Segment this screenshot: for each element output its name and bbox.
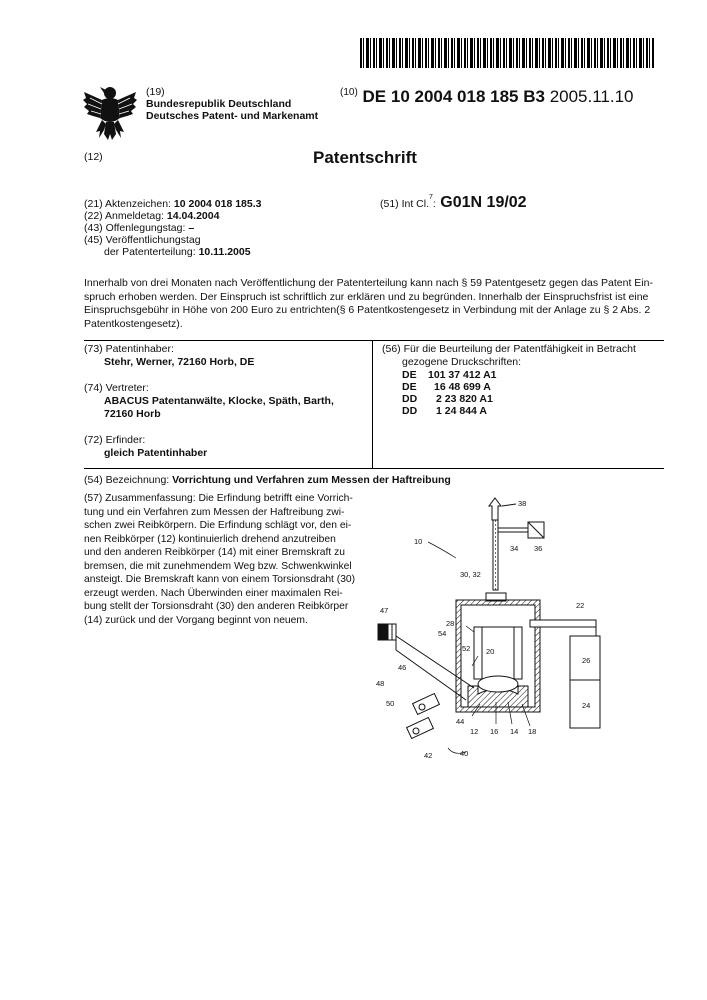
label-12: 12: [470, 727, 479, 736]
publication-date: 2005.11.10: [549, 87, 634, 106]
anmeldetag-label: (22) Anmeldetag:: [84, 210, 164, 222]
detector-50: [413, 693, 440, 714]
label-18: 18: [528, 727, 537, 736]
notice-line: Patentkostengesetz).: [84, 317, 183, 330]
label-50: 50: [386, 699, 395, 708]
barcode: [360, 38, 654, 68]
label-54: 54: [438, 629, 447, 638]
veroeffentlichungstag-label-2: der Patenterteilung:: [104, 246, 196, 258]
notice-line: spruch erhoben werden. Der Einspruch ist schriftlich zur erklären und zu begründen. Innerhalb der Einspruchsfrist ist eine: [84, 290, 649, 303]
notice-line: Einspruchsgebühr in Höhe von 200 Euro zu entrichten(§ 6 Patentkostengesetz in Verbindung mit der Anlage zu § 2 Abs. 2: [84, 304, 651, 316]
citation-item: DD 2 23 820 A1: [402, 393, 493, 405]
abstract-line: tung und ein Verfahren zum Messen der Haftreibung zwi-: [84, 506, 345, 518]
designation-label: (54) Bezeichnung:: [84, 474, 170, 486]
vertreter-line1: ABACUS Patentanwälte, Klocke, Späth, Barth,: [104, 395, 334, 407]
label-16: 16: [490, 727, 499, 736]
inid-10: (10): [340, 87, 358, 98]
beam: [530, 620, 596, 627]
offenlegungstag-label: (43) Offenlegungstag:: [84, 222, 186, 234]
int-cl-label: (51) Int Cl.: [380, 198, 430, 210]
rule-top: [84, 340, 664, 341]
label-34: 34: [510, 544, 519, 553]
emitter-47: [378, 624, 388, 640]
citations-label: (56) Für die Beurteilung der Patentfähigkeit in Betracht: [382, 343, 636, 355]
label-24: 24: [582, 701, 591, 710]
label-22: 22: [576, 601, 585, 610]
abstract-line: nen Reibkörper (12) kontinuierlich drehend anzutreiben: [84, 533, 336, 545]
abstract-line: und den anderen Reibkörper (14) mit einer Bremskraft zu: [84, 547, 345, 558]
abstract-line: (57) Zusammenfassung: Die Erfindung betrifft eine Vorrich-: [84, 493, 353, 504]
rule-middle: [372, 340, 373, 468]
vertreter-label: (74) Vertreter:: [84, 382, 149, 394]
vertreter-line2: 72160 Horb: [104, 408, 161, 420]
opposition-notice: [84, 277, 664, 331]
reibkoerper-20: [474, 627, 522, 679]
designation: [84, 474, 451, 487]
document-type: Patentschrift: [313, 148, 417, 167]
erfinder-label: (72) Erfinder:: [84, 434, 146, 446]
citations-label-2: gezogene Druckschriften:: [402, 356, 522, 368]
federal-eagle-logo: [82, 84, 138, 144]
abstract-line: ansteigt. Die Bremskraft kann von einem Torsionsdraht (30): [84, 574, 356, 585]
technical-drawing: [370, 490, 640, 770]
abstract-line: (14) zurück und der Vorgang beginnt von neuem.: [84, 614, 308, 626]
abstract-line: bung stellt der Torsionsdraht (30) den anderen Reibkörper: [84, 601, 349, 612]
rule-bottom: [84, 468, 664, 469]
citation-item: DD 1 24 844 A: [402, 405, 487, 417]
int-cl-value: G01N 19/02: [440, 194, 527, 211]
label-38: 38: [518, 499, 527, 508]
int-cl: (51) Int Cl.$^7$: G01N 19/02: [380, 194, 527, 211]
erfinder-value: gleich Patentinhaber: [104, 447, 208, 459]
anmeldetag: [84, 210, 219, 223]
abstract-line: erzeugt werden. Nach Überwinden einer maximalen Rei-: [84, 587, 343, 599]
abstract-line: bremsen, die mit zunehmendem Weg bzw. Schwenkwinkel: [84, 560, 352, 572]
inhaber-value: Stehr, Werner, 72160 Horb, DE: [104, 356, 255, 368]
label-14: 14: [510, 727, 519, 736]
label-20: 20: [486, 647, 495, 656]
country-name: Bundesrepublik Deutschland: [146, 98, 292, 110]
label-44: 44: [456, 717, 465, 726]
detector-42: [407, 717, 434, 738]
veroeffentlichungstag: [104, 246, 251, 259]
veroeffentlichungstag-value: 10.11.2005: [198, 246, 251, 258]
label-47: 47: [380, 606, 389, 615]
label-40: 40: [460, 749, 469, 758]
inhaber-label: (73) Patentinhaber:: [84, 343, 174, 355]
up-arrow-icon: [489, 498, 501, 520]
designation-value: Vorrichtung und Verfahren zum Messen der Haftreibung: [172, 474, 451, 486]
anmeldetag-value: 14.04.2004: [166, 210, 220, 222]
label-52: 52: [462, 644, 471, 653]
office-name: Deutsches Patent- und Markenamt: [146, 110, 319, 122]
label-42: 42: [424, 751, 433, 760]
citation-item: DE 101 37 412 A1: [402, 369, 497, 381]
label-10: 10: [414, 537, 423, 546]
citation-item: DE 16 48 699 A: [402, 381, 491, 393]
offenlegungstag: [84, 222, 194, 235]
aktenzeichen-label: (21) Aktenzeichen:: [84, 198, 171, 210]
notice-line: Innerhalb von drei Monaten nach Veröffentlichung der Patenterteilung kann nach § 59 Patentgesetz gegen das Patent Ein-: [84, 277, 653, 289]
publication-header: [340, 87, 634, 107]
aktenzeichen: [84, 198, 261, 211]
label-28: 28: [446, 619, 455, 628]
inid-19: (19): [146, 86, 165, 98]
publication-number: DE 10 2004 018 185 B3: [362, 87, 545, 106]
int-cl-sup: 7: [429, 194, 433, 201]
label-48: 48: [376, 679, 385, 688]
veroeffentlichungstag-label: (45) Veröffentlichungstag: [84, 234, 201, 246]
abstract: [84, 492, 369, 627]
offenlegungstag-value: –: [188, 222, 195, 234]
aktenzeichen-value: 10 2004 018 185.3: [173, 198, 262, 210]
citation-list: [402, 369, 497, 417]
inid-12: (12): [84, 151, 103, 163]
label-26: 26: [582, 656, 591, 665]
label-36: 36: [534, 544, 543, 553]
abstract-line: schen zwei Reibkörpern. Die Erfindung schlägt vor, den ei-: [84, 520, 352, 531]
label-46: 46: [398, 663, 407, 672]
label-30-32: 30, 32: [460, 570, 481, 579]
